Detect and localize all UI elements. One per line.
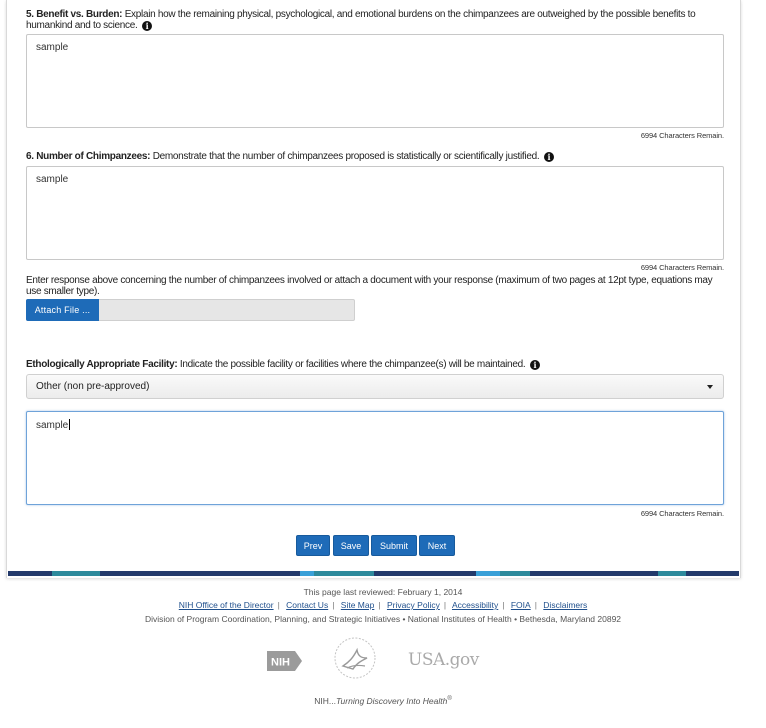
footer-link-accessibility[interactable]: Accessibility xyxy=(451,600,499,610)
attach-note: Enter response above concerning the number of chimpanzees involved or attach a document with your response (maximum of two pages at 12pt type, equations may use smaller type). xyxy=(26,275,713,297)
benefit-textarea-value: sample xyxy=(36,42,69,53)
question-number-title: 6. Number of Chimpanzees: xyxy=(26,151,151,162)
text-cursor xyxy=(69,419,70,430)
chevron-down-icon xyxy=(707,385,713,389)
number-char-count: 6994 Characters Remain. xyxy=(640,263,724,272)
nih-logo-text: NIH xyxy=(271,656,290,669)
footer-stripe xyxy=(8,571,739,576)
submit-button[interactable]: Submit xyxy=(371,535,417,556)
info-icon[interactable]: i xyxy=(142,21,152,31)
attach-file-button[interactable]: Attach File ... xyxy=(26,299,99,321)
question-number-label xyxy=(26,151,726,162)
facility-select-value: Other (non pre-approved) xyxy=(36,381,150,392)
facility-char-count: 6994 Characters Remain. xyxy=(640,509,724,518)
question-benefit-label xyxy=(26,9,726,31)
info-icon[interactable]: i xyxy=(530,360,540,370)
footer-link-foia[interactable]: FOIA xyxy=(510,600,531,610)
last-reviewed: This page last reviewed: February 1, 2014 xyxy=(303,587,463,597)
footer-link-privacy[interactable]: Privacy Policy xyxy=(386,600,440,610)
benefit-char-count: 6994 Characters Remain. xyxy=(640,131,724,140)
footer-link-nih-office[interactable]: NIH Office of the Director xyxy=(178,600,274,610)
footer-link-contact[interactable]: Contact Us xyxy=(286,600,329,610)
facility-textarea[interactable] xyxy=(26,411,724,505)
save-button[interactable]: Save xyxy=(333,535,369,556)
benefit-textarea[interactable] xyxy=(26,34,724,128)
facility-textarea-value: sample xyxy=(36,420,69,431)
info-icon[interactable]: i xyxy=(544,152,554,162)
nih-logo[interactable] xyxy=(267,651,302,671)
question-benefit-title: 5. Benefit vs. Burden: xyxy=(26,9,123,20)
tagline-mark: ® xyxy=(447,696,452,703)
form-navigation xyxy=(0,535,766,556)
footer-tagline xyxy=(0,696,766,706)
usa-gov-logo[interactable]: USA.gov xyxy=(408,650,479,670)
prev-button[interactable]: Prev xyxy=(296,535,330,556)
question-facility-text: Indicate the possible facility or facilities where the chimpanzee(s) will be maintained. xyxy=(179,359,526,370)
footer-links: NIH Office of the Director | Contact Us | Site Map | Privacy Policy | Accessibility | FOIA | Disclaimers xyxy=(178,600,588,610)
question-benefit-text: Explain how the remaining physical, psychological, and emotional burdens on the chimpanzees are outweighed by the possible benefits to humankind and to science. xyxy=(26,9,696,31)
footer-link-disclaimers[interactable]: Disclaimers xyxy=(543,600,588,610)
footer-link-sitemap[interactable]: Site Map xyxy=(340,600,375,610)
question-number-text: Demonstrate that the number of chimpanzees proposed is statistically or scientifically justified. xyxy=(152,151,540,162)
facility-select[interactable] xyxy=(26,374,724,399)
number-textarea[interactable] xyxy=(26,166,724,260)
question-facility-label xyxy=(26,359,726,370)
tagline-italic: Turning Discovery Into Health xyxy=(335,696,448,706)
footer-address: Division of Program Coordination, Planning, and Strategic Initiatives • National Institutes of Health • Bethesda, Maryland 20892 xyxy=(144,614,622,624)
tagline-prefix: NIH... xyxy=(314,696,336,706)
attach-file-field[interactable] xyxy=(26,299,355,321)
question-facility-title: Ethologically Appropriate Facility: xyxy=(26,359,178,370)
next-button[interactable]: Next xyxy=(419,535,455,556)
number-textarea-value: sample xyxy=(36,174,69,185)
hhs-eagle-icon[interactable] xyxy=(333,636,377,680)
